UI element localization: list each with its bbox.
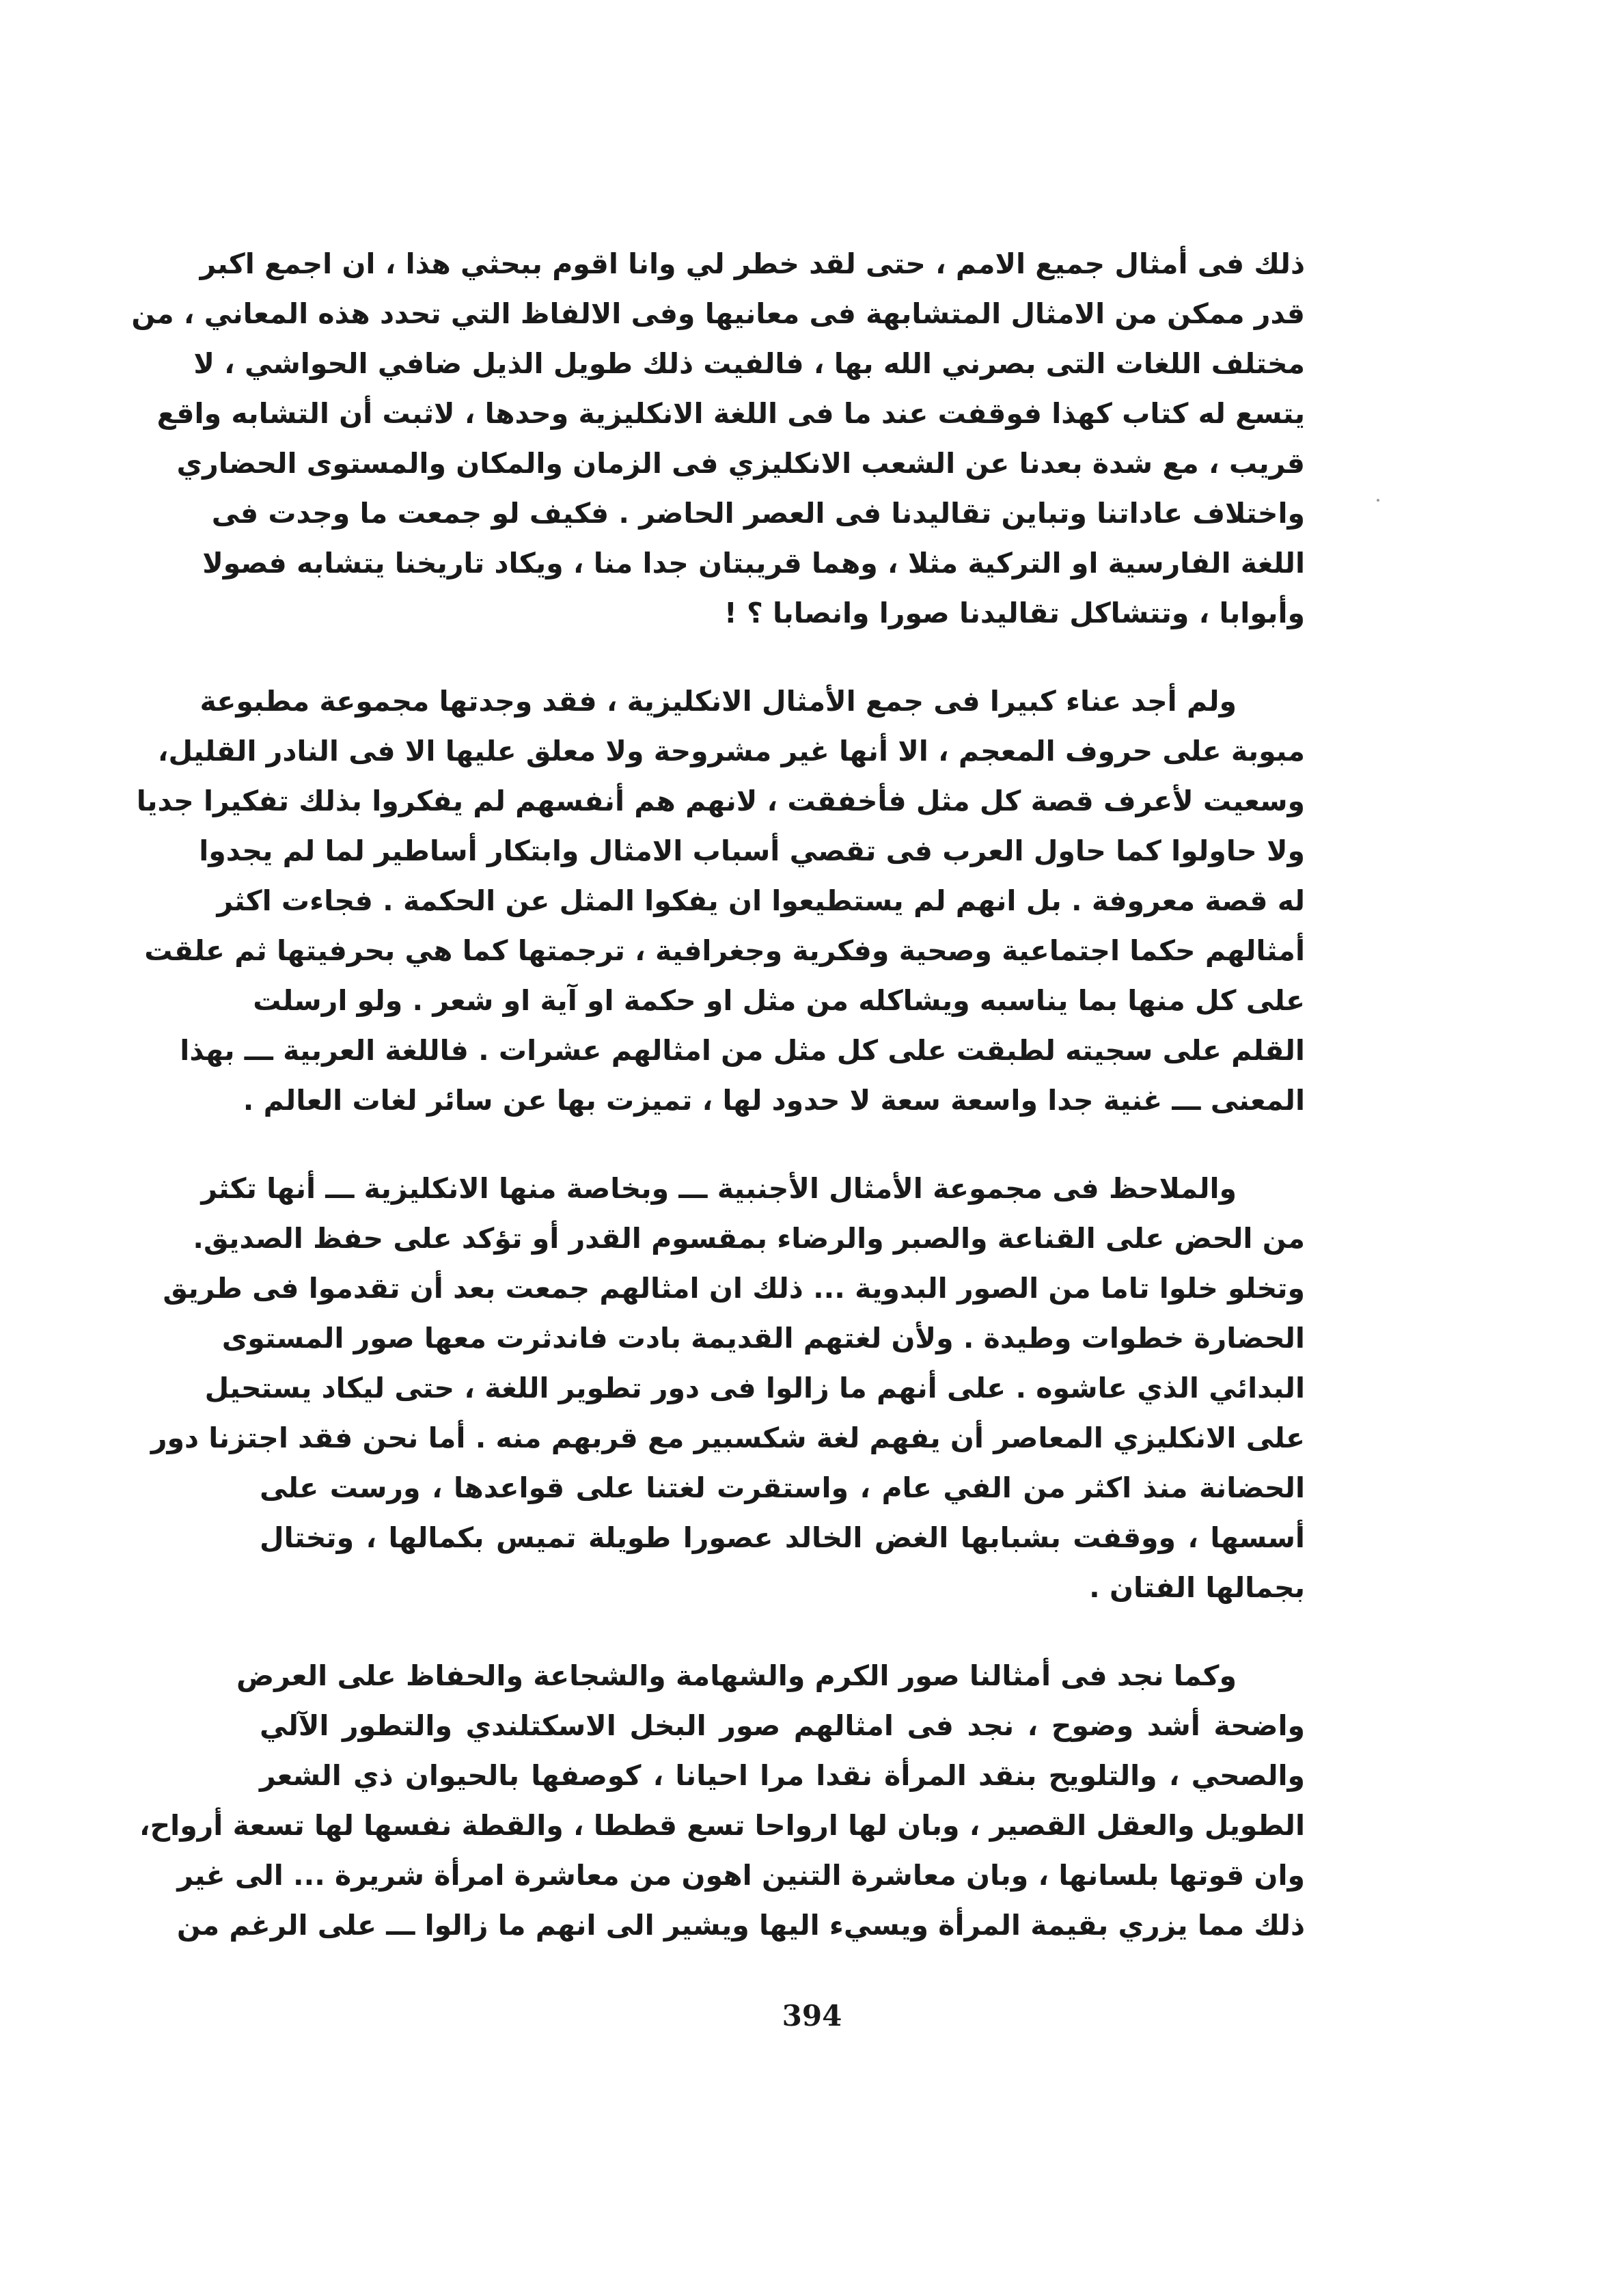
text-line: ولم أجد عناء كبيرا فى جمع الأمثال الانكليزية ، فقد وجدتها مجموعة مطبوعة (199, 685, 1237, 718)
text-line: ذلك مما يزري بقيمة المرأة ويسيء اليها ويشير الى انهم ما زالوا ـــ على الرغم من (176, 1909, 1305, 1942)
paragraph-1 (131, 239, 1305, 638)
text-line: أمثالهم حكما اجتماعية وصحية وفكرية وجغرافية ، ترجمتها كما هي بحرفيتها ثم علقت (144, 934, 1305, 967)
text-line: يتسع له كتاب كهذا فوقفت عند ما فى اللغة الانكليزية وحدها ، لاثبت أن التشابه واقع (156, 397, 1305, 430)
text-line: له قصة معروفة . بل انهم لم يستطيعوا ان يفكوا المثل عن الحكمة . فجاءت اكثر (217, 884, 1305, 917)
text-line: والملاحظ فى مجموعة الأمثال الأجنبية ـــ وبخاصة منها الانكليزية ـــ أنها تكثر (201, 1172, 1237, 1205)
text-line: وان قوتها بلسانها ، وبان معاشرة التنين اهون من معاشرة امرأة شريرة ... الى غير (177, 1859, 1305, 1892)
text-line: ولا حاولوا كما حاول العرب فى تقصي أسباب الامثال وابتكار أساطير لما لم يجدوا (199, 834, 1305, 867)
margin-speck (1377, 499, 1379, 502)
text-line: على كل منها بما يناسبه ويشاكله من مثل او حكمة او آية او شعر . ولو ارسلت (253, 984, 1305, 1017)
text-line: وكما نجد فى أمثالنا صور الكرم والشهامة والشجاعة والحفاظ على العرض (236, 1659, 1237, 1692)
text-line: قريب ، مع شدة بعدنا عن الشعب الانكليزي فى الزمان والمكان والمستوى الحضاري (176, 447, 1305, 480)
text-line: مختلف اللغات التى بصرني الله بها ، فالفيت ذلك طويل الذيل ضافي الحواشي ، لا (193, 347, 1305, 380)
text-line: مبوبة على حروف المعجم ، الا أنها غير مشروحة ولا معلق عليها الا فى النادر القليل، (157, 735, 1305, 767)
page-number: 394 (782, 1999, 842, 2033)
body-text (131, 239, 1305, 1950)
text-line: الحضارة خطوات وطيدة . ولأن لغتهم القديمة بادت فاندثرت معها صور المستوى (221, 1322, 1305, 1355)
text-line: وأبوابا ، وتتشاكل تقاليدنا صورا وانصابا ؟ ! (724, 597, 1305, 629)
text-line: الحضانة منذ اكثر من الفي عام ، واستقرت لغتنا على قواعدها ، ورست على (260, 1471, 1305, 1504)
text-line: القلم على سجيته لطبقت على كل مثل من امثالهم عشرات . فاللغة العربية ـــ بهذا (180, 1034, 1305, 1067)
text-line: بجمالها الفتان . (1089, 1571, 1305, 1604)
text-line: وتخلو خلوا تاما من الصور البدوية ... ذلك ان امثالهم جمعت بعد أن تقدموا فى طريق (163, 1272, 1305, 1305)
text-line: واختلاف عاداتنا وتباين تقاليدنا فى العصر الحاضر . فكيف لو جمعت ما وجدت فى (211, 497, 1305, 530)
text-line: ذلك فى أمثال جميع الامم ، حتى لقد خطر لي وانا اقوم ببحثي هذا ، ان اجمع اكبر (199, 247, 1305, 280)
text-line: البدائي الذي عاشوه . على أنهم ما زالوا فى دور تطوير اللغة ، حتى ليكاد يستحيل (204, 1372, 1305, 1404)
text-line: والصحي ، والتلويح بنقد المرأة نقدا مرا احيانا ، كوصفها بالحيوان ذي الشعر (260, 1759, 1305, 1792)
text-line: على الانكليزي المعاصر أن يفهم لغة شكسبير مع قربهم منه . أما نحن فقد اجتزنا دور (150, 1422, 1305, 1454)
text-line: من الحض على القناعة والصبر والرضاء بمقسوم القدر أو تؤكد على حفظ الصديق. (193, 1222, 1305, 1255)
text-line: واضحة أشد وضوح ، نجد فى امثالهم صور البخل الاسكتلندي والتطور الآلي (260, 1709, 1305, 1742)
text-line: وسعيت لأعرف قصة كل مثل فأخفقت ، لانهم هم أنفسهم لم يفكروا بذلك تفكيرا جديا (136, 785, 1305, 817)
paragraph-3 (150, 1164, 1305, 1613)
paragraph-4 (139, 1651, 1305, 1950)
text-line: الطويل والعقل القصير ، وبان لها ارواحا تسع قططا ، والقطة نفسها لها تسعة أرواح، (139, 1809, 1305, 1842)
text-line: قدر ممكن من الامثال المتشابهة فى معانيها وفى الالفاظ التي تحدد هذه المعاني ، من (131, 297, 1305, 330)
paragraph-2 (136, 677, 1305, 1126)
text-line: المعنى ـــ غنية جدا واسعة سعة لا حدود لها ، تميزت بها عن سائر لغات العالم . (243, 1084, 1305, 1117)
text-line: أسسها ، ووقفت بشبابها الغض الخالد عصورا طويلة تميس بكمالها ، وتختال (260, 1521, 1305, 1554)
text-line: اللغة الفارسية او التركية مثلا ، وهما قريبتان جدا منا ، ويكاد تاريخنا يتشابه فصولا (202, 547, 1305, 580)
